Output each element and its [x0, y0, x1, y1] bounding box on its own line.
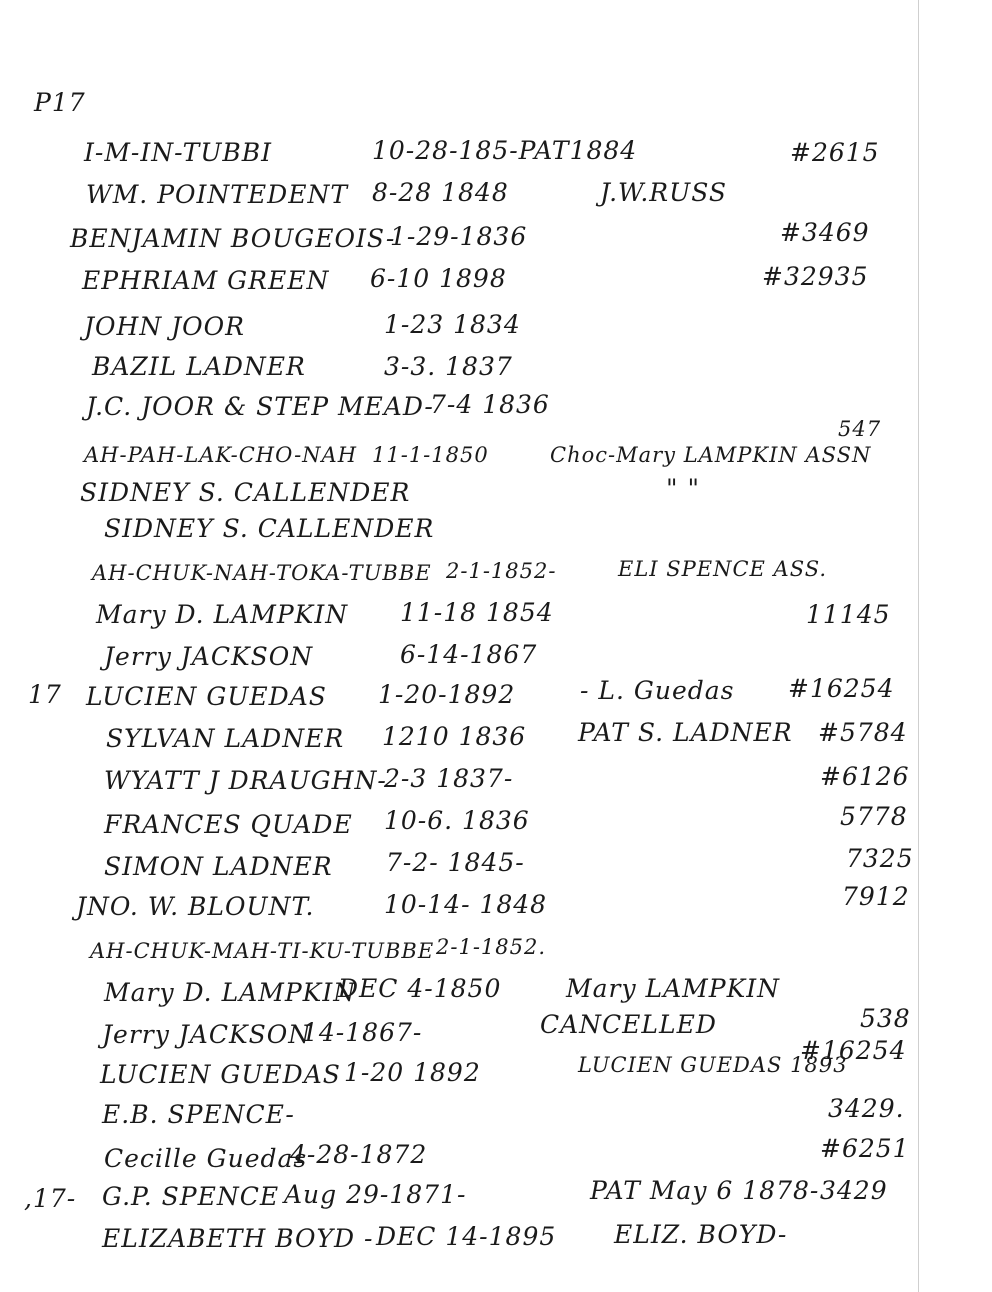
entry-date: 1-20-1892: [378, 680, 516, 709]
entry-number: 5778: [840, 802, 908, 831]
entry-name: Jerry JACKSON: [102, 1020, 312, 1049]
entry-name: AH-CHUK-NAH-TOKA-TUBBE: [92, 561, 432, 585]
entry-note: ELI SPENCE ASS.: [618, 557, 828, 581]
entry-name: Mary D. LAMPKIN: [96, 600, 349, 629]
entry-name: AH-CHUK-MAH-TI-KU-TUBBE: [90, 939, 435, 963]
page-label: P17: [34, 88, 86, 117]
entry-date: 10-14- 1848: [384, 890, 548, 919]
entry-date: 4-28-1872: [290, 1140, 428, 1169]
entry-name: SIDNEY S. CALLENDER: [80, 478, 411, 507]
entry-date: 7-2- 1845-: [386, 848, 525, 877]
entry-name: I-M-IN-TUBBI: [84, 138, 273, 167]
entry-name: SIDNEY S. CALLENDER: [104, 514, 435, 543]
entry-name: Mary D. LAMPKIN: [104, 978, 357, 1007]
left-margin-mark: 17: [28, 680, 62, 709]
entry-name: LUCIEN GUEDAS: [100, 1060, 341, 1089]
entry-number: #32935: [762, 262, 869, 291]
entry-date: 6-10 1898: [370, 264, 507, 293]
entry-note: LUCIEN GUEDAS 1893: [578, 1053, 848, 1077]
entry-date: DEC 14-1895: [376, 1222, 557, 1251]
entry-note: PAT May 6 1878-: [590, 1176, 820, 1205]
entry-date: 11-1-1850: [372, 443, 489, 467]
entry-name: WYATT J DRAUGHN-: [104, 766, 387, 795]
entry-note: Mary LAMPKIN: [566, 974, 781, 1003]
entry-name: SYLVAN LADNER: [106, 724, 345, 753]
entry-number: #3469: [780, 218, 870, 247]
entry-date: 10-6. 1836: [384, 806, 530, 835]
entry-date: 1-20 1892: [344, 1058, 481, 1087]
entry-name: AH-PAH-LAK-CHO-NAH: [84, 443, 358, 467]
entry-note: J.W.RUSS: [600, 178, 728, 207]
entry-name: SIMON LADNER: [104, 852, 333, 881]
entry-number: 7912: [842, 882, 910, 911]
entry-number: 538: [860, 1004, 911, 1033]
entry-number: #6126: [820, 762, 910, 791]
entry-number: 3429: [820, 1176, 888, 1205]
entry-number: 3429.: [828, 1094, 905, 1123]
entry-note: CANCELLED: [540, 1010, 717, 1039]
entry-date: 10-28-185-PAT1884: [372, 136, 638, 165]
entry-note: PAT S. LADNER: [578, 718, 793, 747]
entry-name: ELIZABETH BOYD -: [102, 1224, 374, 1253]
entry-name: EPHRIAM GREEN: [82, 266, 330, 295]
entry-name: J.C. JOOR & STEP MEAD-: [86, 392, 434, 421]
entry-date: 1-23 1834: [384, 310, 521, 339]
entry-number: 7325: [846, 844, 914, 873]
entry-number: #6251: [820, 1134, 910, 1163]
entry-date: 2-3 1837-: [384, 764, 514, 793]
entry-name: JNO. W. BLOUNT.: [76, 892, 315, 921]
entry-name: E.B. SPENCE-: [102, 1100, 295, 1129]
entry-name: BENJAMIN BOUGEOIS-: [70, 224, 396, 253]
entry-date: 2-1-1852-: [446, 559, 557, 583]
entry-number: 11145: [806, 600, 891, 629]
entry-name: G.P. SPENCE: [102, 1182, 280, 1211]
entry-date: 11-18 1854: [400, 598, 554, 627]
entry-date: DEC 4-1850: [338, 974, 502, 1003]
entry-name: JOHN JOOR: [84, 312, 245, 341]
entry-name: WM. POINTEDENT: [86, 180, 349, 209]
entry-number: #16254: [800, 1036, 907, 1065]
entry-date: 14-1867-: [302, 1018, 423, 1047]
entry-name: Jerry JACKSON: [104, 642, 314, 671]
entry-date: 3-3. 1837: [384, 352, 513, 381]
entry-name: FRANCES QUADE: [104, 810, 353, 839]
entry-name: LUCIEN GUEDAS: [86, 682, 327, 711]
entry-note: - L. Guedas: [580, 676, 735, 705]
entry-date: 8-28 1848: [372, 178, 509, 207]
entry-number: #2615: [790, 138, 880, 167]
entry-date: 1-29-1836: [390, 222, 528, 251]
entry-name: Cecille Guedas: [104, 1144, 308, 1173]
entry-note: " ": [666, 474, 700, 503]
entry-number: #16254: [788, 674, 895, 703]
entry-date: Aug 29-1871-: [284, 1180, 467, 1209]
entry-note: ELIZ. BOYD-: [614, 1220, 788, 1249]
entry-date: 6-14-1867: [400, 640, 538, 669]
entry-number: #5784: [818, 718, 908, 747]
entry-note: Choc-Mary LAMPKIN ASSN: [550, 443, 872, 467]
left-margin-mark: ,17-: [24, 1184, 77, 1213]
entry-date: 7-4 1836: [430, 390, 550, 419]
entry-number: 547: [838, 417, 882, 441]
page-edge-line: [918, 0, 919, 1292]
entry-name: BAZIL LADNER: [92, 352, 306, 381]
entry-date: 1210 1836: [382, 722, 527, 751]
entry-date: 2-1-1852.: [436, 935, 547, 959]
